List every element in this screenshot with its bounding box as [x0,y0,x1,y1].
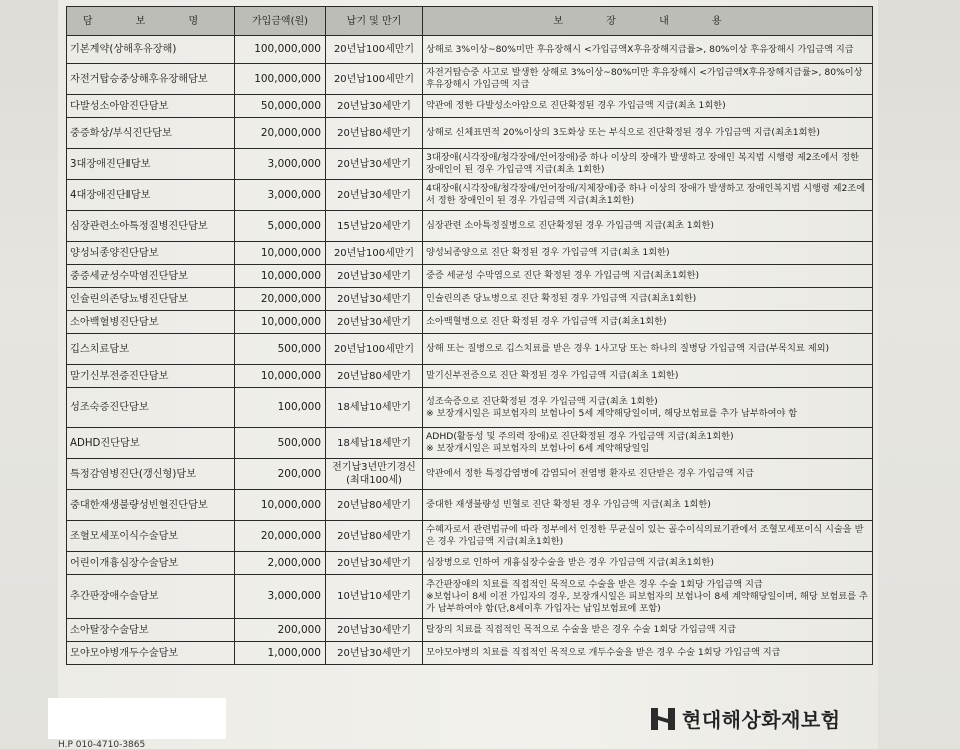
term-cell: 20년납30세만기 [326,265,423,288]
amount-cell: 100,000,000 [235,36,326,64]
description-cell: 탈장의 치료를 직접적인 목적으로 수술을 받은 경우 수술 1회당 가입금액 지급 [423,619,873,642]
description-cell: 말기신부전증으로 진단 확정된 경우 가입금액 지급(최초 1회한) [423,365,873,388]
term-cell: 18세납18세만기 [326,428,423,459]
coverage-name-cell: 양성뇌종양진단담보 [67,242,235,265]
coverage-name-cell: 성조숙증진단담보 [67,388,235,428]
coverage-name-cell: 중증화상/부식진단담보 [67,118,235,149]
amount-cell: 100,000 [235,388,326,428]
table-row [67,334,873,365]
coverage-table [66,6,873,665]
table-row [67,288,873,311]
header-term: 납기 및 만기 [326,7,423,36]
amount-cell: 3,000,000 [235,575,326,619]
agent-phone: H.P 010-4710-3865 [58,740,146,750]
term-cell: 20년납80세만기 [326,521,423,552]
coverage-name-cell: 말기신부전증진단담보 [67,365,235,388]
coverage-name-cell: 조혈모세포이식수술담보 [67,521,235,552]
table-row [67,180,873,211]
term-cell: 전기납3년만기경신(최대100세) [326,459,423,490]
term-cell: 15년납20세만기 [326,211,423,242]
coverage-name-cell: 중증세균성수막염진단담보 [67,265,235,288]
table-row [67,265,873,288]
coverage-name-cell: 4대장애진단Ⅱ담보 [67,180,235,211]
description-cell: 심장관련 소아특정질병으로 진단확정된 경우 가입금액 지급(최초 1회한) [423,211,873,242]
amount-cell: 100,000,000 [235,64,326,95]
term-cell: 20년납30세만기 [326,642,423,665]
description-cell: 상해로 신체표면적 20%이상의 3도화상 또는 부식으로 진단확정된 경우 가입금액 지급(최초1회한) [423,118,873,149]
amount-cell: 2,000,000 [235,552,326,575]
amount-cell: 20,000,000 [235,521,326,552]
term-cell: 20년납30세만기 [326,95,423,118]
header-amount: 가입금액(원) [235,7,326,36]
description-cell: 4대장애(시각장애/청각장애/언어장애/지체장애)중 하나 이상의 장애가 발생하고 장애인복지법 시행령 제2조에서 정한 장애인이 된 경우 가입금액 지급(최초1회한) [423,180,873,211]
table-row [67,552,873,575]
header-description: 보 장 내 용 [423,7,873,36]
amount-cell: 5,000,000 [235,211,326,242]
term-cell: 18세납10세만기 [326,388,423,428]
amount-cell: 20,000,000 [235,288,326,311]
amount-cell: 200,000 [235,459,326,490]
coverage-name-cell: 모야모야병개두수술담보 [67,642,235,665]
description-cell: 상해로 3%이상~80%미만 후유장해시 <가입금액X후유장해지급률>, 80%이상 후유장해시 가입금액 지급 [423,36,873,64]
coverage-name-cell: 추간판장애수술담보 [67,575,235,619]
company-logo [650,704,841,733]
table-row [67,619,873,642]
amount-cell: 3,000,000 [235,180,326,211]
term-cell: 20년납30세만기 [326,149,423,180]
coverage-name-cell: 소아백혈병진단담보 [67,311,235,334]
table-row [67,642,873,665]
description-cell: 인슐린의존 당뇨병으로 진단 확정된 경우 가입금액 지급(최초1회한) [423,288,873,311]
table-row [67,575,873,619]
coverage-name-cell: 중대한재생불량성빈혈진단담보 [67,490,235,521]
term-cell: 20년납30세만기 [326,288,423,311]
table-row [67,36,873,64]
table-row [67,521,873,552]
table-row [67,428,873,459]
table-row [67,311,873,334]
amount-cell: 10,000,000 [235,242,326,265]
term-cell: 20년납30세만기 [326,619,423,642]
amount-cell: 3,000,000 [235,149,326,180]
description-cell: 소아백혈병으로 진단 확정된 경우 가입금액 지급(최초1회한) [423,311,873,334]
company-name: 현대해상화재보험 [682,708,841,732]
term-cell: 20년납100세만기 [326,64,423,95]
amount-cell: 20,000,000 [235,118,326,149]
term-cell: 20년납100세만기 [326,242,423,265]
term-cell: 20년납100세만기 [326,334,423,365]
description-cell: 중대한 재생불량성 빈혈로 진단 확정된 경우 가입금액 지급(최초 1회한) [423,490,873,521]
table-row [67,149,873,180]
term-cell: 20년납80세만기 [326,365,423,388]
coverage-name-cell: 기본계약(상해후유장해) [67,36,235,64]
description-cell: ADHD(활동성 및 주의력 장애)로 진단확정된 경우 가입금액 지급(최초1회한) ※ 보장개시일은 피보험자의 보험나이 6세 계약해당일임 [423,428,873,459]
table-row [67,365,873,388]
description-cell: 3대장애(시각장애/청각장애/언어장애)중 하나 이상의 장애가 발생하고 장애인 복지법 시행령 제2조에서 정한 장애인이 된 경우 가입금액 지급(최초 1회한) [423,149,873,180]
description-cell: 추간판장애의 치료를 직접적인 목적으로 수술을 받은 경우 수술 1회당 가입금액 지급 ※보험나이 8세 이전 가입자의 경우, 보장개시일은 피보험자의 보험나이 8세 계약해당일이며, 해당 보험료를 추가 납부하여야 함(단,8세이후 가입자는 납입보험료에 포함) [423,575,873,619]
amount-cell: 10,000,000 [235,490,326,521]
term-cell: 10년납10세만기 [326,575,423,619]
amount-cell: 10,000,000 [235,365,326,388]
amount-cell: 500,000 [235,428,326,459]
coverage-name-cell: 자전거탑승중상해후유장해담보 [67,64,235,95]
table-row [67,490,873,521]
term-cell: 20년납30세만기 [326,552,423,575]
description-cell: 자전거탑승중 사고로 발생한 상해로 3%이상~80%미만 후유장해시 <가입금액X후유장해지급률>, 80%이상 후유장해시 가입금액 지급 [423,64,873,95]
table-header-row [67,7,873,36]
table-row [67,459,873,490]
description-cell: 심장병으로 인하여 개흉심장수술을 받은 경우 가입금액 지급(최초1회한) [423,552,873,575]
table-row [67,388,873,428]
coverage-name-cell: 다발성소아암진단담보 [67,95,235,118]
hyundai-h-logo-icon [650,706,676,732]
description-cell: 성조숙증으로 진단확정된 경우 가입금액 지급(최초 1회한) ※ 보장개시일은 피보험자의 보험나이 5세 계약해당일이며, 해당보험료를 추가 납부하여야 함 [423,388,873,428]
description-cell: 중증 세균성 수막염으로 진단 확정된 경우 가입금액 지급(최초1회한) [423,265,873,288]
description-cell: 수혜자로서 관련법규에 따라 정부에서 인정한 무균실이 있는 골수이식의료기관에서 조혈모세포이식 시술을 받은 경우 가입금액 지급(최초1회한) [423,521,873,552]
coverage-name-cell: 인슐린의존당뇨병진단담보 [67,288,235,311]
amount-cell: 200,000 [235,619,326,642]
term-cell: 20년납100세만기 [326,36,423,64]
amount-cell: 10,000,000 [235,311,326,334]
coverage-name-cell: 깁스치료담보 [67,334,235,365]
table-row [67,64,873,95]
header-coverage-name: 담 보 명 [67,7,235,36]
amount-cell: 50,000,000 [235,95,326,118]
table-row [67,118,873,149]
description-cell: 양성뇌종양으로 진단 확정된 경우 가입금액 지급(최초 1회한) [423,242,873,265]
amount-cell: 10,000,000 [235,265,326,288]
coverage-name-cell: 심장관련소아특정질병진단담보 [67,211,235,242]
table-row [67,211,873,242]
coverage-name-cell: ADHD진단담보 [67,428,235,459]
coverage-name-cell: 어린이개흉심장수술담보 [67,552,235,575]
table-row [67,95,873,118]
term-cell: 20년납30세만기 [326,311,423,334]
description-cell: 모야모야병의 치료를 직접적인 목적으로 개두수술을 받은 경우 수술 1회당 가입금액 지급 [423,642,873,665]
description-cell: 상해 또는 질병으로 깁스치료를 받은 경우 1사고당 또는 하나의 질병당 가입금액 지급(부목치료 제외) [423,334,873,365]
amount-cell: 1,000,000 [235,642,326,665]
term-cell: 20년납30세만기 [326,180,423,211]
coverage-name-cell: 특정감염병진단(갱신형)담보 [67,459,235,490]
term-cell: 20년납80세만기 [326,118,423,149]
description-cell: 약관에 정한 다발성소아암으로 진단확정된 경우 가입금액 지급(최초 1회한) [423,95,873,118]
amount-cell: 500,000 [235,334,326,365]
coverage-name-cell: 소아탈장수술담보 [67,619,235,642]
table-body [67,36,873,665]
redaction-box [48,698,226,739]
description-cell: 약관에서 정한 특정감염병에 감염되어 전염병 환자로 진단받은 경우 가입금액 지급 [423,459,873,490]
table-row [67,242,873,265]
term-cell: 20년납80세만기 [326,490,423,521]
coverage-name-cell: 3대장애진단Ⅱ담보 [67,149,235,180]
